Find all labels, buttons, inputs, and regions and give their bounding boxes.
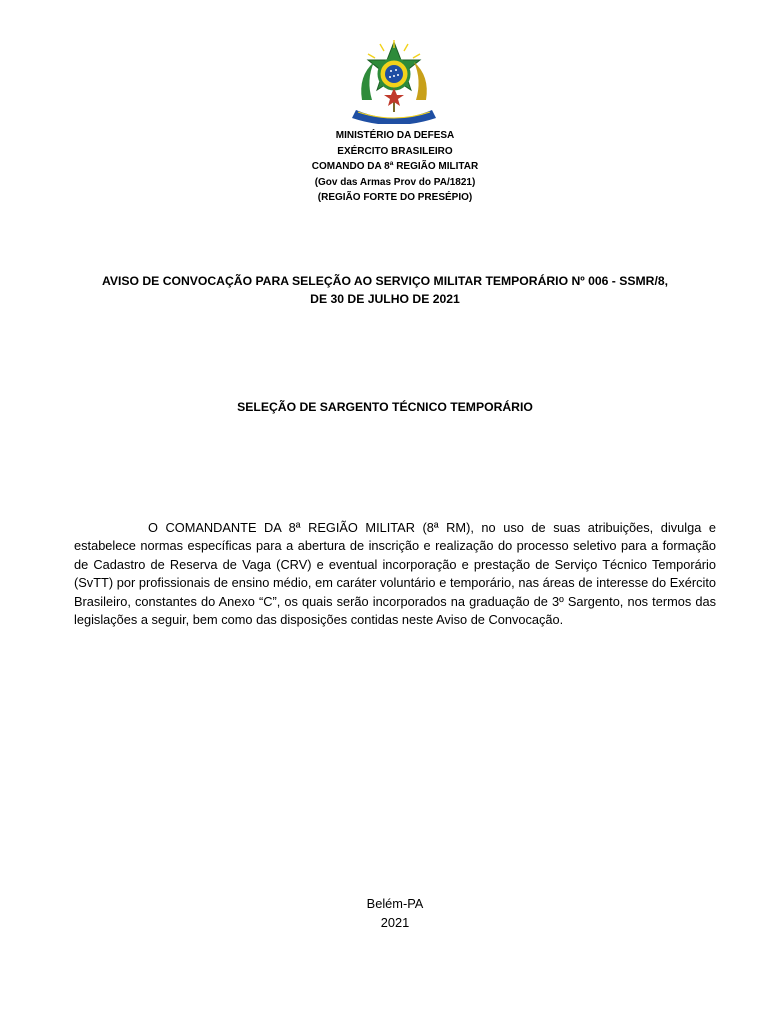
document-title	[60, 272, 710, 308]
header-ministry: MINISTÉRIO DA DEFESA	[335, 130, 455, 141]
institution-header	[200, 128, 590, 206]
body-paragraph: O COMANDANTE DA 8ª REGIÃO MILITAR (8ª RM), no uso de suas atribuições, divulga e estabelece normas específicas para a abertura de inscrição e realização do processo seletivo para a formação de Cadastro de Reserva de Vaga (CRV) e eventual incorporação e prestação de Serviço Técnico Temporário (SvTT) por profissionais de ensino médio, em caráter voluntário e temporário, nas áreas de interesse do Exército Brasileiro, constantes do Anexo “C”, os quais serão incorporados na graduação de 3º Sargento, nos termos das legislações a seguir, bem como das disposições contidas neste Aviso de Convocação.	[74, 520, 716, 628]
header-region: (REGIÃO FORTE DO PRESÉPIO)	[317, 192, 473, 203]
footer-place: Belém-PA	[366, 896, 424, 911]
brazil-coat-of-arms-icon	[348, 40, 440, 124]
document-subtitle: SELEÇÃO DE SARGENTO TÉCNICO TEMPORÁRIO	[237, 400, 533, 414]
header-command: COMANDO DA 8ª REGIÃO MILITAR	[311, 161, 479, 172]
title-line-2: DE 30 DE JULHO DE 2021	[310, 292, 460, 306]
header-army: EXÉRCITO BRASILEIRO	[337, 145, 453, 157]
footer-year: 2021	[380, 914, 410, 930]
header-government: (Gov das Armas Prov do PA/1821)	[314, 176, 476, 188]
title-line-1: AVISO DE CONVOCAÇÃO PARA SELEÇÃO AO SERVIÇO MILITAR TEMPORÁRIO Nº 006 - SSMR/8,	[101, 274, 669, 288]
document-footer	[300, 895, 490, 932]
